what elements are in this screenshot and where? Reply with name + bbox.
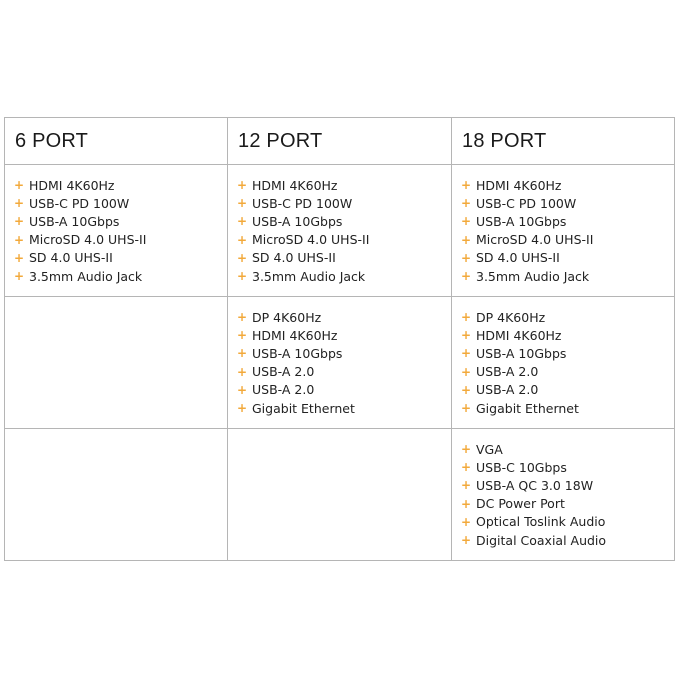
feature-list: [228, 165, 451, 285]
plus-icon: +: [461, 478, 472, 493]
plus-icon: +: [461, 178, 472, 193]
feature-list: [228, 429, 451, 440]
plus-icon: +: [237, 232, 248, 247]
feature-list: [452, 297, 674, 417]
feature-item: [14, 212, 227, 230]
feature-item: [14, 176, 227, 194]
feature-item: [14, 194, 227, 212]
feature-item: [237, 212, 451, 230]
plus-icon: +: [237, 178, 248, 193]
feature-label: USB-A 2.0: [476, 364, 539, 380]
plus-icon: +: [461, 514, 472, 529]
feature-cell: [5, 165, 228, 297]
plus-icon: +: [237, 328, 248, 343]
feature-label: USB-A 2.0: [476, 382, 539, 398]
feature-item: [461, 399, 674, 417]
feature-list: [452, 429, 674, 549]
feature-item: [237, 381, 451, 399]
feature-item: [461, 476, 674, 494]
plus-icon: +: [461, 401, 472, 416]
feature-cell: [228, 297, 452, 429]
feature-label: USB-A 10Gbps: [29, 213, 120, 229]
plus-icon: +: [461, 250, 472, 265]
plus-icon: +: [237, 346, 248, 361]
feature-list: [5, 165, 227, 285]
plus-icon: +: [14, 250, 25, 265]
feature-item: [461, 458, 674, 476]
plus-icon: +: [14, 178, 25, 193]
feature-item: [461, 194, 674, 212]
plus-icon: +: [237, 401, 248, 416]
column-header: 6 PORT: [15, 129, 89, 152]
plus-icon: +: [461, 269, 472, 284]
feature-label: USB-A 2.0: [252, 364, 315, 380]
plus-icon: +: [237, 214, 248, 229]
feature-item: [237, 194, 451, 212]
feature-label: SD 4.0 UHS-II: [29, 250, 113, 266]
plus-icon: +: [461, 442, 472, 457]
plus-icon: +: [461, 310, 472, 325]
feature-item: [461, 495, 674, 513]
feature-item: [461, 363, 674, 381]
feature-label: USB-A 10Gbps: [476, 345, 567, 361]
feature-cell: [5, 429, 228, 560]
feature-item: [461, 381, 674, 399]
feature-label: USB-A 10Gbps: [476, 213, 567, 229]
feature-list: [5, 429, 227, 440]
plus-icon: +: [237, 250, 248, 265]
feature-item: [461, 308, 674, 326]
port-comparison-table: [4, 117, 675, 561]
feature-label: MicroSD 4.0 UHS-II: [252, 232, 370, 248]
feature-item: [461, 531, 674, 549]
feature-label: 3.5mm Audio Jack: [476, 268, 590, 284]
feature-label: VGA: [476, 441, 503, 457]
feature-item: [237, 308, 451, 326]
feature-item: [461, 267, 674, 285]
feature-label: Optical Toslink Audio: [476, 514, 606, 530]
feature-label: DP 4K60Hz: [476, 309, 546, 325]
feature-item: [461, 344, 674, 362]
feature-item: [237, 344, 451, 362]
feature-item: [14, 249, 227, 267]
feature-label: USB-A 10Gbps: [252, 345, 343, 361]
feature-item: [461, 440, 674, 458]
feature-cell: [452, 165, 674, 297]
feature-label: HDMI 4K60Hz: [252, 177, 338, 193]
plus-icon: +: [14, 196, 25, 211]
feature-label: MicroSD 4.0 UHS-II: [476, 232, 594, 248]
feature-label: USB-C PD 100W: [252, 195, 353, 211]
feature-item: [461, 326, 674, 344]
feature-label: USB-A QC 3.0 18W: [476, 477, 594, 493]
feature-item: [237, 249, 451, 267]
feature-list: [228, 297, 451, 417]
feature-item: [237, 363, 451, 381]
feature-label: HDMI 4K60Hz: [476, 177, 562, 193]
feature-item: [237, 176, 451, 194]
feature-cell: [452, 297, 674, 429]
feature-label: SD 4.0 UHS-II: [476, 250, 560, 266]
column-header: 12 PORT: [238, 129, 323, 152]
plus-icon: +: [461, 496, 472, 511]
plus-icon: +: [461, 214, 472, 229]
feature-label: USB-C PD 100W: [29, 195, 130, 211]
feature-item: [237, 231, 451, 249]
feature-cell: [5, 297, 228, 429]
feature-cell: [452, 429, 674, 560]
feature-item: [461, 249, 674, 267]
column-header: 18 PORT: [462, 129, 547, 152]
plus-icon: +: [461, 232, 472, 247]
feature-item: [461, 513, 674, 531]
plus-icon: +: [461, 328, 472, 343]
feature-label: HDMI 4K60Hz: [252, 327, 338, 343]
feature-label: MicroSD 4.0 UHS-II: [29, 232, 147, 248]
plus-icon: +: [237, 382, 248, 397]
plus-icon: +: [237, 310, 248, 325]
header-cell-12-port: [228, 118, 452, 165]
feature-item: [461, 176, 674, 194]
feature-label: Gigabit Ethernet: [476, 400, 579, 416]
feature-label: Digital Coaxial Audio: [476, 532, 607, 548]
plus-icon: +: [461, 382, 472, 397]
feature-list: [5, 297, 227, 308]
feature-label: DP 4K60Hz: [252, 309, 322, 325]
header-cell-6-port: [5, 118, 228, 165]
feature-item: [237, 267, 451, 285]
feature-item: [461, 231, 674, 249]
plus-icon: +: [237, 364, 248, 379]
plus-icon: +: [237, 196, 248, 211]
feature-label: 3.5mm Audio Jack: [29, 268, 143, 284]
plus-icon: +: [14, 232, 25, 247]
feature-item: [14, 231, 227, 249]
feature-label: 3.5mm Audio Jack: [252, 268, 366, 284]
plus-icon: +: [461, 533, 472, 548]
feature-item: [237, 326, 451, 344]
feature-label: DC Power Port: [476, 496, 565, 512]
header-cell-18-port: [452, 118, 674, 165]
feature-label: HDMI 4K60Hz: [29, 177, 115, 193]
plus-icon: +: [461, 196, 472, 211]
plus-icon: +: [461, 346, 472, 361]
plus-icon: +: [461, 460, 472, 475]
feature-label: USB-C PD 100W: [476, 195, 577, 211]
feature-list: [452, 165, 674, 285]
plus-icon: +: [237, 269, 248, 284]
feature-label: SD 4.0 UHS-II: [252, 250, 336, 266]
feature-label: USB-C 10Gbps: [476, 459, 567, 475]
feature-label: Gigabit Ethernet: [252, 400, 355, 416]
plus-icon: +: [14, 269, 25, 284]
feature-label: USB-A 2.0: [252, 382, 315, 398]
feature-label: HDMI 4K60Hz: [476, 327, 562, 343]
feature-label: USB-A 10Gbps: [252, 213, 343, 229]
feature-item: [237, 399, 451, 417]
plus-icon: +: [14, 214, 25, 229]
feature-cell: [228, 165, 452, 297]
feature-item: [14, 267, 227, 285]
plus-icon: +: [461, 364, 472, 379]
feature-cell: [228, 429, 452, 560]
feature-item: [461, 212, 674, 230]
